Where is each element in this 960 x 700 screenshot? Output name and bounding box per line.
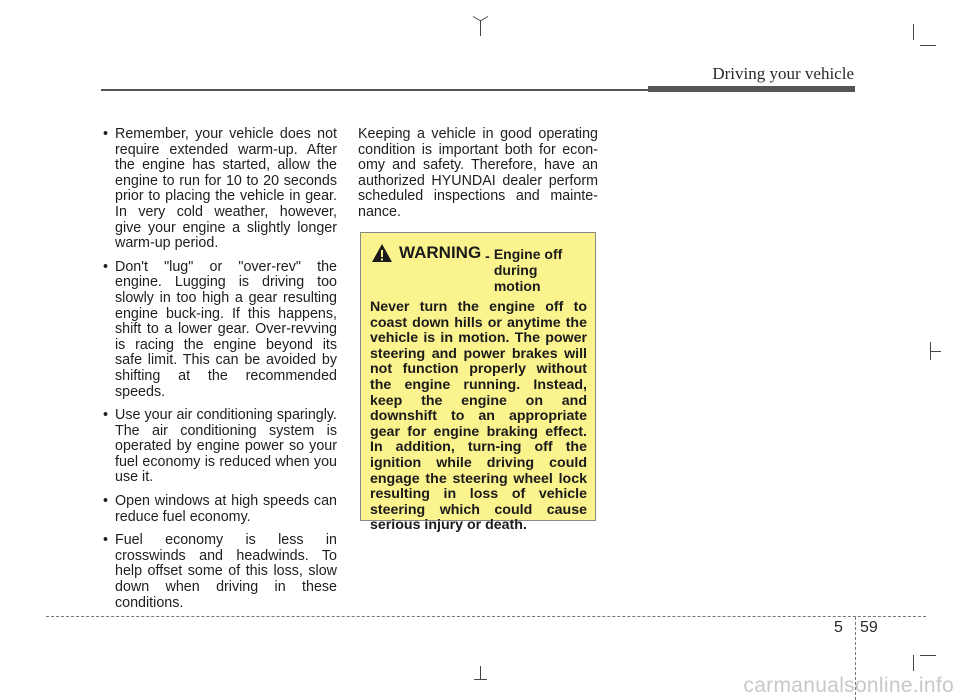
warning-label: WARNING (399, 243, 482, 262)
list-item (101, 494, 337, 525)
crop-mark-top-right-arm (481, 16, 488, 21)
list-item (101, 533, 337, 611)
crop-mark-bottom-right-h (920, 655, 936, 656)
bullet-dot: • (103, 126, 109, 142)
list-item-text: Fuel economy is less in crosswinds and headwinds. To help offset some of this loss, slow down when driving in these conditions. (115, 532, 337, 611)
warning-triangle-icon (371, 243, 393, 263)
warning-body: Never turn the engine off to coast down hills or anytime the vehicle is in motion. The power steering and power brakes will not function properly without the engine running. Instead, keep the engine on and downshift to an appropriate gear for engine braking effect. In addition, turn-ing off the ignition while driving could engage the steering wheel lock resulting in loss of vehicle steering which could cause serious injury or death. (370, 299, 587, 534)
bullet-dot: • (103, 258, 109, 275)
list-item (101, 408, 337, 486)
crop-mark-top-right-h (920, 45, 936, 46)
bullet-dot: • (103, 493, 109, 510)
warning-box (360, 232, 596, 534)
crop-mark-top-left-arm (473, 16, 480, 21)
left-column (101, 127, 337, 619)
chapter-number: 5 (834, 619, 843, 636)
bullet-dot: • (103, 407, 109, 424)
list-item-text: Don't "lug" or "over-rev" the engine. Lugging is driving too slowly in too high a gear resulting engine buck-ing. If this happens, shift to a lower gear. Over-revving is racing the engine beyond its safe limit. This can be avoided by shifting at the recommended speeds. (115, 258, 337, 400)
footer-rule (46, 616, 926, 617)
crop-mark-top (480, 20, 481, 36)
maintenance-paragraph: Keeping a vehicle in good operating condition is important both for econ-omy and safety. Therefore, have an authorized HYUNDAI dealer perform scheduled inspections and mainte-nance. (358, 126, 598, 220)
list-item-text: Open windows at high speeds can reduce fuel economy. (115, 493, 337, 525)
crop-mark-bottom-right (913, 655, 914, 671)
crop-mark-bottom (480, 666, 481, 680)
crop-mark-bottom-h (474, 679, 487, 680)
list-item-text: Use your air conditioning sparingly. The air conditioning system is operated by engine power so your fuel economy is reduced when you use it. (115, 407, 337, 486)
list-item-text: Remember, your vehicle does not require extended warm-up. After the engine has started, allow the engine to run for 10 to 20 seconds prior to placing the vehicle in gear. In very cold weather, however, give your engine a slightly longer warm-up period. (115, 126, 337, 252)
page-number: 59 (860, 619, 878, 636)
list-item (101, 127, 337, 252)
list-item (101, 260, 337, 400)
crop-mark-right-mid-h (931, 351, 941, 352)
header-rule (101, 89, 649, 91)
tips-list (101, 127, 337, 611)
watermark: carmanualsonline.info (743, 674, 954, 697)
crop-mark-top-right (913, 24, 914, 40)
right-column (358, 127, 598, 221)
warning-subtitle: Engine off during motion (493, 246, 563, 294)
section-title: Driving your vehicle (712, 64, 854, 83)
warning-header (370, 243, 587, 294)
bullet-dot: • (103, 532, 109, 549)
header-rule-bar (648, 86, 855, 92)
warning-dash: - (485, 248, 490, 264)
